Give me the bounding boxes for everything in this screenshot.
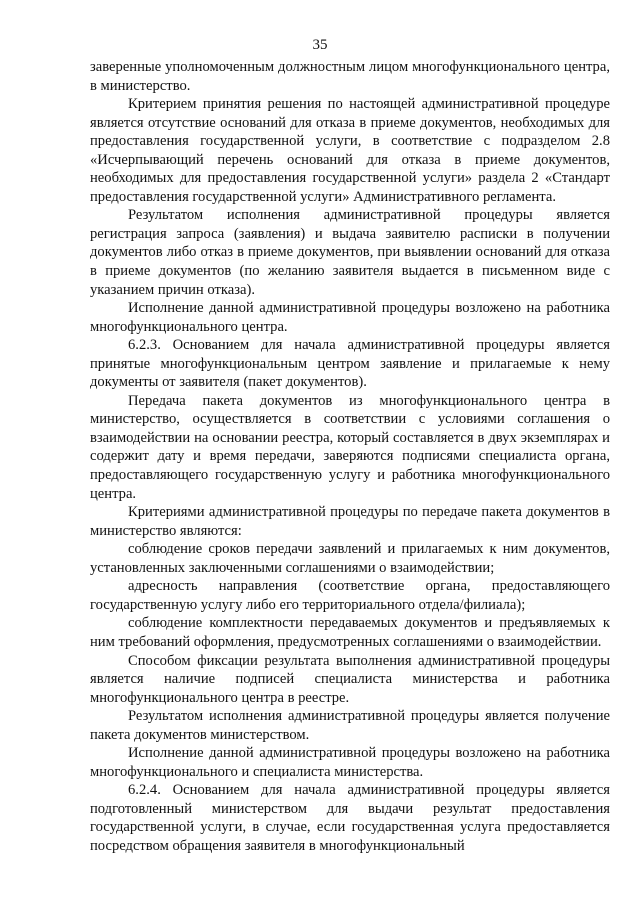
page-number: 35 (312, 37, 328, 53)
document-body (90, 58, 610, 856)
paragraph: Критерием принятия решения по настоящей административной процедуре является отсутствие оснований для отказа в приеме документов, необходимых для предоставления государственной услуги, в соответствие с подразделом 2.8 «Исчерпывающий перечень оснований для отказа в приеме документов, необходимых для предоставления государственной услуги» раздела 2 «Стандарт предоставления государственной услуги» Административного регламента. (90, 96, 610, 205)
paragraph: Критериями административной процедуры по передаче пакета документов в министерство являются: (90, 504, 610, 539)
paragraph: адресность направления (соответствие органа, предоставляющего государственную услугу либо его территориального отдела/филиала); (90, 578, 610, 613)
paragraph: заверенные уполномоченным должностным лицом многофункционального центра, в министерство. (90, 59, 610, 94)
paragraph: Способом фиксации результата выполнения административной процедуры является наличие подписей специалиста министерства и работника многофункционального центра в реестре. (90, 652, 610, 706)
paragraph: Исполнение данной административной процедуры возложено на работника многофункционального и специалиста министерства. (90, 745, 610, 780)
paragraph: 6.2.3. Основанием для начала административной процедуры является принятые многофункциональным центром заявление и прилагаемые к нему документы от заявителя (пакет документов). (90, 337, 610, 391)
paragraph: 6.2.4. Основанием для начала административной процедуры является подготовленный министерством для выдачи результат предоставления государственной услуги, в случае, если государственная услуга предоставляется посредством обращения заявителя в многофункциональный (90, 782, 610, 854)
paragraph: Передача пакета документов из многофункционального центра в министерство, осуществляется в соответствии с условиями соглашения о взаимодействии на основании реестра, который составляется в двух экземплярах и содержит дату и время передачи, заверяются подписями специалиста органа, предоставляющего государственную услугу и работника многофункционального центра. (90, 392, 610, 502)
paragraph: Результатом исполнения административной процедуры является получение пакета документов министерством. (90, 708, 610, 743)
paragraph: соблюдение сроков передачи заявлений и прилагаемых к ним документов, установленных заключенными соглашениями о взаимодействии; (90, 541, 610, 576)
paragraph: соблюдение комплектности передаваемых документов и предъявляемых к ним требований оформления, предусмотренных соглашениями о взаимодействии. (90, 615, 610, 650)
paragraph: Результатом исполнения административной процедуры является регистрация запроса (заявления) и выдача заявителю расписки в получении документов либо отказ в приеме документов, при выявлении оснований для отказа в приеме документов (по желанию заявителя выдается в письменном виде с указанием причин отказа). (90, 207, 610, 298)
paragraph: Исполнение данной административной процедуры возложено на работника многофункционального центра. (90, 300, 610, 335)
